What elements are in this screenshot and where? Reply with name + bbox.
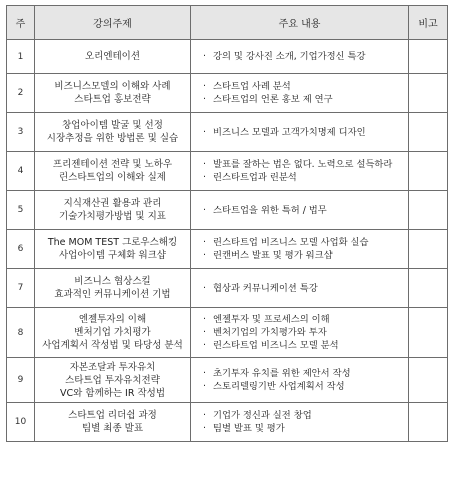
content-item (203, 313, 406, 326)
main-content (191, 191, 409, 230)
lecture-topic-line: 시장추정을 위한 방법론 및 실습 (46, 133, 179, 144)
content-item (203, 204, 406, 217)
week-number: 7 (7, 269, 35, 308)
bullet-mark: · (203, 327, 206, 338)
table-row (7, 40, 448, 74)
table-row (7, 74, 448, 113)
lecture-topic (35, 403, 191, 442)
lecture-topic-line: 스타트업 투자유치전략 (65, 374, 160, 386)
bullet-mark: · (203, 381, 206, 392)
header-content: 주요 내용 (191, 6, 409, 40)
bullet-mark: · (203, 172, 206, 183)
note-cell (409, 308, 448, 358)
bullet-mark: · (203, 423, 206, 434)
week-number: 2 (7, 74, 35, 113)
lecture-topic-line: 벤처기업 가치평가 (74, 327, 151, 338)
header-week: 주 (7, 6, 35, 40)
content-item (203, 80, 406, 93)
curriculum-table (6, 5, 448, 442)
bullet-mark: · (203, 410, 206, 421)
table-row (7, 230, 448, 269)
content-item-text: 린스타트업 비즈니스 모델 사업화 실습 (213, 237, 369, 248)
note-cell (409, 191, 448, 230)
main-content (191, 308, 409, 358)
content-item (203, 326, 406, 339)
bullet-mark: · (203, 159, 206, 170)
bullet-mark: · (203, 204, 206, 216)
bullet-mark: · (203, 282, 206, 294)
content-item (203, 282, 406, 295)
content-item-text: 스타트업 사례 분석 (213, 81, 291, 92)
note-cell (409, 152, 448, 191)
content-item-text: 협상과 커뮤니케이션 특강 (213, 282, 318, 294)
content-item (203, 236, 406, 249)
content-item (203, 249, 406, 262)
lecture-topic-line: 기술가치평가방법 및 지표 (59, 211, 166, 222)
bullet-mark: · (203, 340, 206, 351)
lecture-topic-line: 비즈니스 협상스킬 (74, 276, 151, 287)
note-cell (409, 113, 448, 152)
main-content (191, 403, 409, 442)
lecture-topic (35, 40, 191, 74)
note-cell (409, 230, 448, 269)
lecture-topic-line: 지식재산권 활용과 관리 (63, 198, 162, 209)
bullet-mark: · (203, 250, 206, 261)
main-content (191, 40, 409, 74)
content-item-text: 린스타트업과 린분석 (213, 172, 297, 183)
lecture-topic (35, 358, 191, 403)
curriculum-table-wrapper (6, 5, 448, 442)
main-content (191, 152, 409, 191)
table-row (7, 269, 448, 308)
lecture-topic-line: 오리엔테이션 (84, 51, 141, 62)
content-item-text: 팀별 발표 및 평가 (213, 423, 285, 434)
content-item (203, 93, 406, 106)
lecture-topic-line: 팀별 최종 발표 (81, 423, 144, 434)
bullet-mark: · (203, 51, 206, 62)
week-number: 3 (7, 113, 35, 152)
bullet-mark: · (203, 237, 206, 248)
main-content (191, 269, 409, 308)
content-item-text: 린캔버스 발표 및 평가 워크샵 (213, 250, 333, 261)
main-content (191, 358, 409, 403)
lecture-topic (35, 308, 191, 358)
bullet-mark: · (203, 368, 206, 379)
week-number: 6 (7, 230, 35, 269)
lecture-topic-line: 프리젠테이션 전략 및 노하우 (52, 159, 173, 170)
content-item-text: 스토리텔링기반 사업계획서 작성 (213, 381, 345, 392)
content-item-text: 비즈니스 모델과 고객가치명제 디자인 (213, 126, 366, 138)
main-content (191, 113, 409, 152)
content-item-text: 스타트업의 언론 홍보 제 연구 (213, 94, 333, 105)
note-cell (409, 269, 448, 308)
content-item-text: 초기투자 유치를 위한 제안서 작성 (213, 368, 351, 379)
table-row (7, 152, 448, 191)
note-cell (409, 403, 448, 442)
bullet-mark: · (203, 126, 206, 138)
content-item (203, 409, 406, 422)
lecture-topic (35, 152, 191, 191)
main-content (191, 230, 409, 269)
lecture-topic (35, 113, 191, 152)
content-item-text: 강의 및 강사진 소개, 기업가정신 특강 (213, 51, 366, 62)
content-item-text: 스타트업을 위한 특허 / 법무 (213, 204, 327, 216)
lecture-topic (35, 230, 191, 269)
content-item (203, 422, 406, 435)
content-item (203, 339, 406, 352)
main-content (191, 74, 409, 113)
content-item (203, 380, 406, 393)
content-item-text: 벤처기업의 가치평가와 투자 (213, 327, 327, 338)
week-number: 10 (7, 403, 35, 442)
lecture-topic-line: 스타트업 리더쉽 과정 (68, 410, 157, 421)
week-number: 5 (7, 191, 35, 230)
content-item (203, 171, 406, 184)
table-row (7, 403, 448, 442)
content-item (203, 50, 406, 63)
note-cell (409, 40, 448, 74)
week-number: 8 (7, 308, 35, 358)
bullet-mark: · (203, 314, 206, 325)
note-cell (409, 74, 448, 113)
lecture-topic-line: The MOM TEST 그로우스해킹 (47, 237, 178, 248)
lecture-topic (35, 74, 191, 113)
content-item (203, 367, 406, 380)
content-item-text: 발표를 잘하는 법은 없다. 노력으로 설득하라 (213, 159, 393, 170)
table-body (7, 40, 448, 442)
note-cell (409, 358, 448, 403)
lecture-topic-line: 린스타트업의 이해와 실제 (59, 172, 166, 183)
lecture-topic-line: 엔젤투자의 이해 (78, 314, 147, 325)
bullet-mark: · (203, 81, 206, 92)
header-title: 강의주제 (35, 6, 191, 40)
table-header-row (7, 6, 448, 40)
table-row (7, 113, 448, 152)
lecture-topic-line: 스타트업 홍보전략 (74, 94, 151, 105)
table-row (7, 358, 448, 403)
week-number: 1 (7, 40, 35, 74)
content-item (203, 126, 406, 139)
content-item-text: 기업가 정신과 실전 창업 (213, 410, 312, 421)
lecture-topic-line: 자본조달과 투자유치 (69, 361, 156, 373)
week-number: 4 (7, 152, 35, 191)
lecture-topic-line: 창업아이템 발굴 및 선정 (62, 120, 163, 131)
content-item-text: 엔젤투자 및 프로세스의 이해 (213, 314, 330, 325)
lecture-topic-line: 사업계획서 작성법 및 타당성 분석 (42, 340, 183, 351)
lecture-topic (35, 191, 191, 230)
lecture-topic-line: 비즈니스모델의 이해와 사례 (54, 81, 171, 92)
content-item-text: 린스타트업 비즈니스 모델 분석 (213, 340, 339, 351)
lecture-topic-line: 효과적인 커뮤니케이션 기법 (54, 289, 171, 300)
bullet-mark: · (203, 94, 206, 105)
week-number: 9 (7, 358, 35, 403)
lecture-topic-line: VC와 함께하는 IR 작성법 (59, 387, 165, 399)
lecture-topic (35, 269, 191, 308)
table-row (7, 191, 448, 230)
content-item (203, 158, 406, 171)
table-row (7, 308, 448, 358)
lecture-topic-line: 사업아이템 구체화 워크샵 (59, 250, 166, 261)
header-note: 비고 (409, 6, 448, 40)
